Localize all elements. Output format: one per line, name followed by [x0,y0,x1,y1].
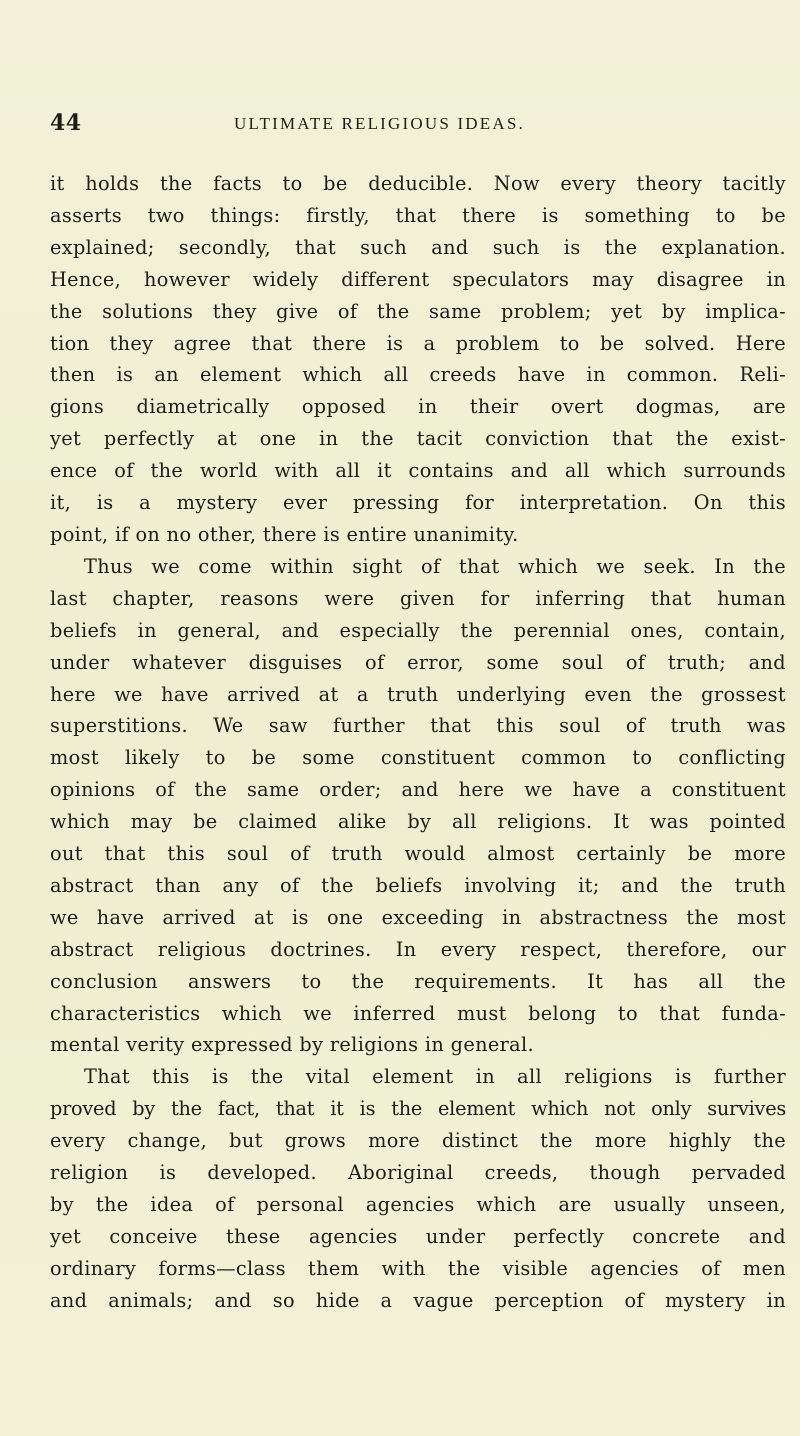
text-line: then is an element which all creeds have in common. Reli- [50,363,786,387]
text-line: it holds the facts to be deducible. Now every theory tacitly [50,172,786,195]
page-number: 44 [50,110,82,136]
text-line: characteristics which we inferred must belong to that funda- [50,1001,786,1025]
text-line: opinions of the same order; and here we have a constituent [50,778,786,802]
text-line: yet perfectly at one in the tacit conviction that the exist- [50,427,786,451]
text-line: conclusion answers to the requirements. It has all the [50,969,786,993]
text-line: ence of the world with all it contains and all which surrounds [50,459,786,483]
text-line: under whatever disguises of error, some soul of truth; and [50,650,786,674]
paragraph-start-line: Thus we come within sight of that which we seek. In the [84,554,786,578]
text-line: explained; secondly, that such and such is the explanation. [50,235,786,259]
text-line: and animals; and so hide a vague perception of mystery in [50,1288,786,1312]
text-line: here we have arrived at a truth underlying even the grossest [50,682,786,706]
paragraph-start-line: That this is the vital element in all religions is further [84,1065,786,1089]
text-line: abstract religious doctrines. In every respect, therefore, our [50,937,786,961]
paragraph-end-line: mental verity expressed by religions in general. [50,1033,535,1057]
text-line: last chapter, reasons were given for inferring that human [50,586,786,610]
text-line: the solutions they give of the same problem; yet by implica- [50,299,786,323]
page-header [0,110,800,140]
text-line: most likely to be some constituent common to conflicting [50,746,786,770]
text-line: asserts two things: firstly, that there is something to be [50,203,786,227]
text-line: yet conceive these agencies under perfectly concrete and [50,1224,786,1248]
text-line: which may be claimed alike by all religions. It was pointed [50,810,786,834]
text-line: proved by the fact, that it is the element which not only survives [50,1097,786,1121]
running-head: ULTIMATE RELIGIOUS IDEAS. [234,114,525,133]
text-line: Hence, however widely different speculators may disagree in [50,267,786,291]
text-line: beliefs in general, and especially the perennial ones, contain, [50,618,786,642]
text-line: religion is developed. Aboriginal creeds, though pervaded [50,1161,786,1185]
text-line: by the idea of personal agencies which are usually unseen, [50,1193,786,1216]
text-line: out that this soul of truth would almost certainly be more [50,842,786,866]
text-line: abstract than any of the beliefs involving it; and the truth [50,873,786,897]
text-line: ordinary forms—class them with the visible agencies of men [50,1256,786,1280]
paragraph-end-line: point, if on no other, there is entire unanimity. [50,522,519,546]
text-line: gions diametrically opposed in their overt dogmas, are [50,395,786,419]
text-line: we have arrived at is one exceeding in abstractness the most [50,905,786,929]
text-line: superstitions. We saw further that this soul of truth was [50,714,786,738]
text-line: every change, but grows more distinct the more highly the [50,1129,786,1153]
body-text [50,168,786,1317]
text-line: it, is a mystery ever pressing for interpretation. On this [50,491,786,515]
text-line: tion they agree that there is a problem to be solved. Here [50,331,786,355]
